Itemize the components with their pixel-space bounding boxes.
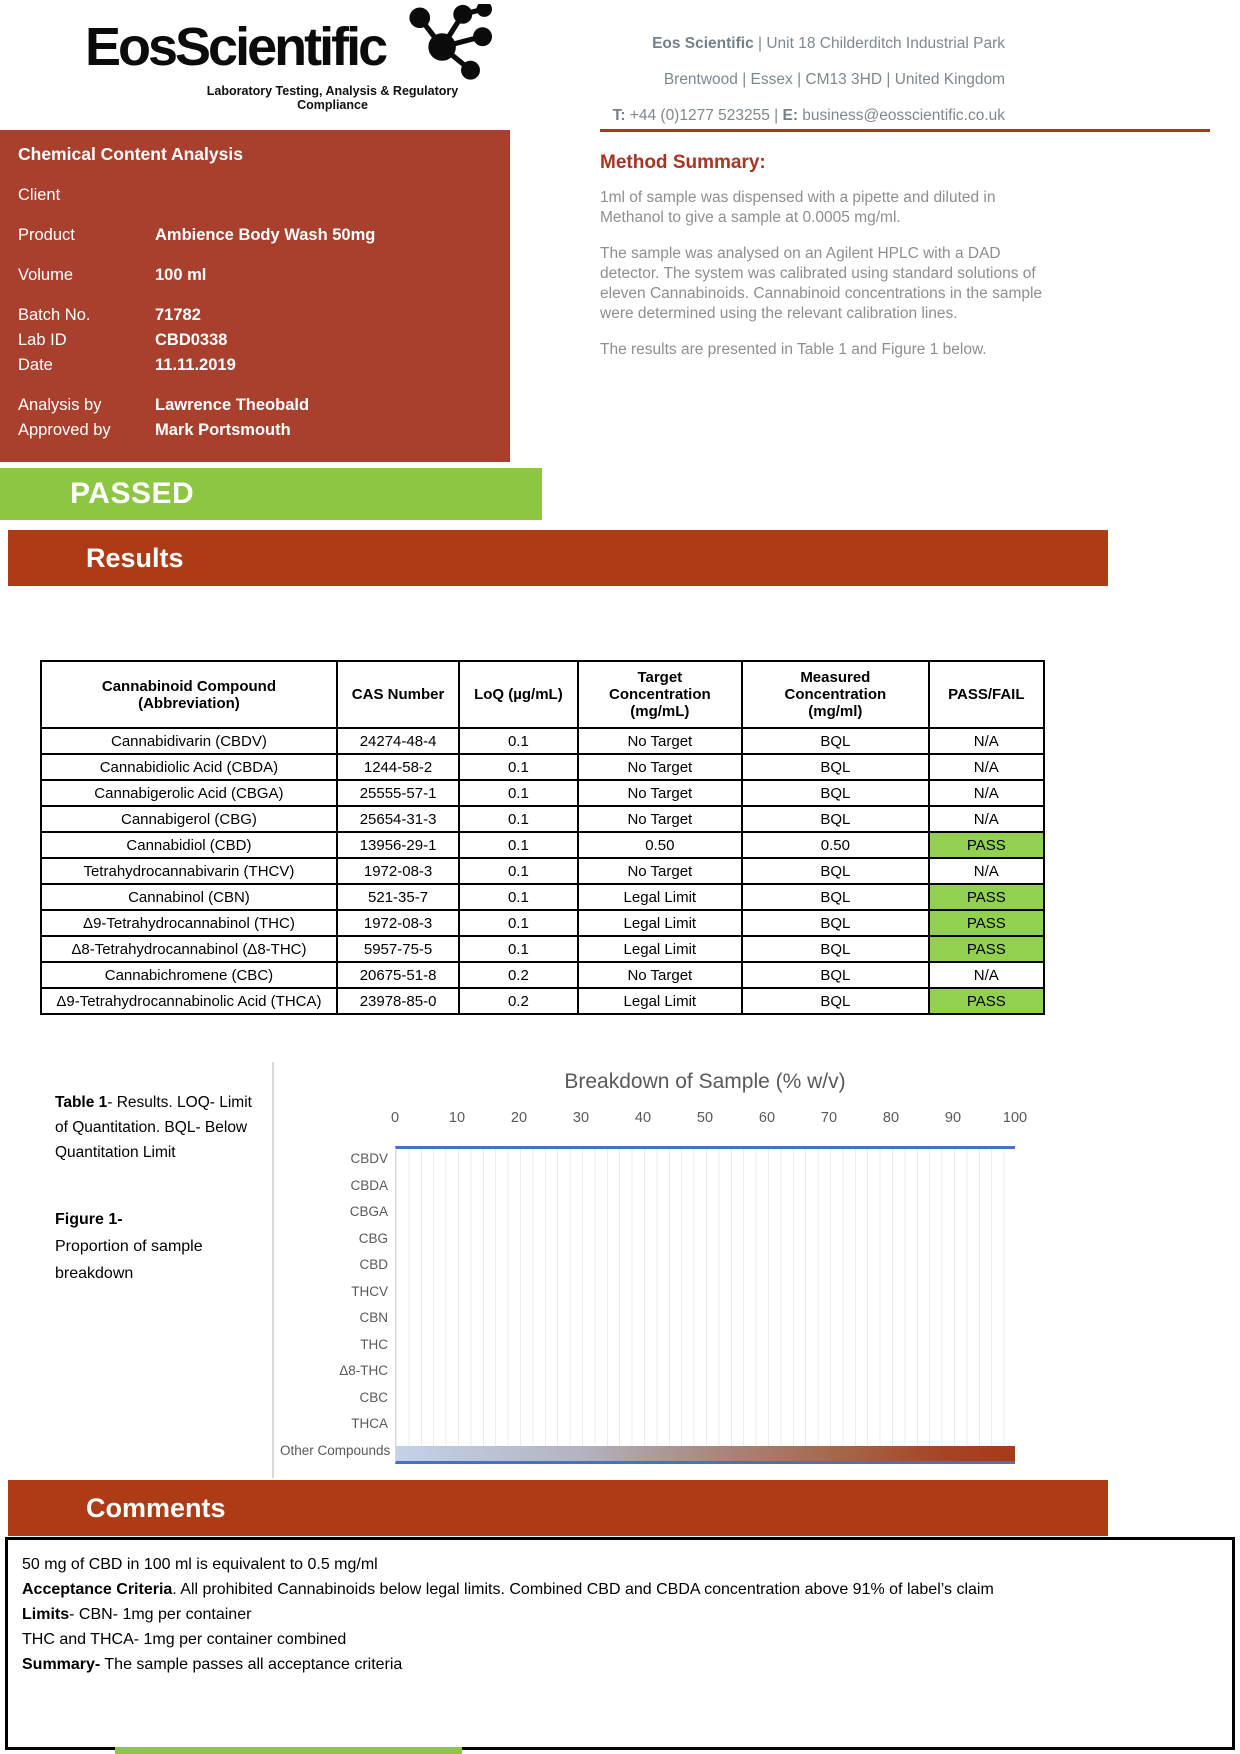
chart-category-labels — [280, 1146, 391, 1464]
table1-caption: Table 1- Results. LOQ- Limit of Quantitation. BQL- Below Quantitation Limit — [55, 1094, 252, 1161]
info-row-approved-by: Approved by Mark Portsmouth — [18, 421, 291, 439]
info-row-batch: Batch No. 71782 — [18, 306, 201, 324]
table-row: Cannabinol (CBN) 521-35-7 0.1 Legal Limit BQL PASS — [41, 884, 1044, 910]
category-label: Other Compounds — [280, 1442, 391, 1458]
info-row-client: Client — [18, 186, 61, 204]
table-row: Δ9-Tetrahydrocannabinol (THC) 1972-08-3 0.1 Legal Limit BQL PASS — [41, 910, 1044, 936]
header-passfail: PASS/FAIL — [929, 661, 1044, 728]
other-compounds-bar — [396, 1446, 1015, 1461]
category-label: CBDA — [350, 1177, 388, 1193]
comment-line-summary: Summary- The sample passes all acceptance criteria — [22, 1656, 403, 1673]
passfail-cell: PASS — [929, 988, 1044, 1014]
company-logo — [85, 6, 485, 112]
info-row-labid: Lab ID CBD0338 — [18, 331, 228, 349]
method-paragraph-1: 1ml of sample was dispensed with a pipette and diluted in Methanol to give a sample at 0.0005 mg/ml. — [600, 189, 996, 226]
header-loq: LoQ (µg/mL) — [459, 661, 577, 728]
caption-chart-divider — [272, 1062, 274, 1478]
contact-address-line2: Brentwood | Essex | CM13 3HD | United Kingdom — [663, 71, 1005, 88]
info-row-product: Product Ambience Body Wash 50mg — [18, 226, 376, 244]
comments-box — [5, 1537, 1235, 1750]
passfail-cell: N/A — [929, 962, 1044, 988]
header-measured: Measured Concentration (mg/ml) — [742, 661, 929, 728]
comment-line-acceptance: Acceptance Criteria. All prohibited Cannabinoids below legal limits. Combined CBD and CBDA concentration above 91% of label’s claim — [22, 1581, 994, 1598]
comment-line-limits: Limits- CBN- 1mg per container — [22, 1606, 252, 1623]
category-label: THC — [360, 1336, 388, 1352]
report-title: Chemical Content Analysis — [18, 144, 243, 164]
info-row-date: Date 11.11.2019 — [18, 356, 236, 374]
next-page-green-strip — [115, 1747, 462, 1754]
table-row: Δ8-Tetrahydrocannabinol (Δ8-THC) 5957-75-5 0.1 Legal Limit BQL PASS — [41, 936, 1044, 962]
category-label: THCV — [351, 1283, 388, 1299]
comments-section-header: Comments — [8, 1480, 1108, 1536]
header-target: Target Concentration (mg/mL) — [578, 661, 742, 728]
passfail-cell: PASS — [929, 832, 1044, 858]
category-label: CBGA — [349, 1204, 388, 1219]
category-label: CBG — [358, 1230, 388, 1246]
chart-title: Breakdown of Sample (% w/v) — [564, 1070, 846, 1093]
x-tick: 40 — [634, 1110, 652, 1126]
comment-line-equivalence: 50 mg of CBD in 100 ml is equivalent to 0.5 mg/ml — [22, 1556, 378, 1573]
table-row: Tetrahydrocannabivarin (THCV) 1972-08-3 0.1 No Target BQL N/A — [41, 858, 1044, 884]
sample-info-panel — [0, 130, 510, 462]
category-label: THCA — [351, 1416, 388, 1431]
category-label: CBDV — [350, 1151, 388, 1166]
x-tick: 20 — [510, 1110, 528, 1126]
logo-tagline: Laboratory Testing, Analysis & Regulatory Compliance — [206, 83, 459, 112]
figure1-caption: Figure 1- Proportion of sample breakdown — [55, 1211, 203, 1282]
x-tick: 10 — [448, 1110, 466, 1126]
x-tick: 50 — [696, 1110, 714, 1126]
category-label: Δ8-THC — [339, 1363, 388, 1378]
chart-plot-area — [395, 1146, 1015, 1464]
status-banner-passed: PASSED — [0, 468, 542, 520]
caption-column — [55, 1090, 255, 1287]
passfail-cell: PASS — [929, 884, 1044, 910]
header-compound: Cannabinoid Compound (Abbreviation) — [41, 661, 337, 728]
table-row: Cannabidiolic Acid (CBDA) 1244-58-2 0.1 No Target BQL N/A — [41, 754, 1044, 780]
results-section-header: Results — [8, 530, 1108, 586]
phone-value: +44 (0)1277 523255 | — [625, 107, 783, 124]
passfail-cell: PASS — [929, 910, 1044, 936]
email-label: E: — [782, 107, 798, 124]
x-tick: 0 — [390, 1110, 400, 1126]
company-contact-block — [555, 26, 1005, 134]
passfail-cell: N/A — [929, 780, 1044, 806]
table-row: Cannabigerol (CBG) 25654-31-3 0.1 No Target BQL N/A — [41, 806, 1044, 832]
phone-label: T: — [612, 107, 626, 124]
passfail-cell: N/A — [929, 806, 1044, 832]
passfail-cell: PASS — [929, 936, 1044, 962]
breakdown-chart — [280, 1062, 1028, 1478]
method-summary-heading: Method Summary: — [600, 152, 766, 173]
x-tick: 100 — [1002, 1110, 1028, 1126]
header-divider-line — [600, 129, 1210, 132]
x-tick: 90 — [944, 1110, 962, 1126]
category-label: CBN — [359, 1310, 388, 1325]
results-header-row — [41, 661, 1044, 728]
info-row-volume: Volume 100 ml — [18, 266, 207, 284]
logo-wordmark: EosScientific — [85, 17, 386, 77]
chart-x-axis — [390, 1110, 1028, 1130]
x-tick: 80 — [882, 1110, 900, 1126]
method-paragraph-2: The sample was analysed on an Agilent HPLC with a DAD detector. The system was calibrated using standard solutions of eleven Cannabinoids. Cannabinoid concentrations in the sample were determined using the relevant calibration lines. — [600, 245, 1043, 322]
email-value: business@eosscientific.co.uk — [798, 107, 1005, 124]
method-paragraph-3: The results are presented in Table 1 and Figure 1 below. — [600, 341, 987, 358]
table-row: Cannabidivarin (CBDV) 24274-48-4 0.1 No Target BQL N/A — [41, 728, 1044, 754]
table-row: Δ9-Tetrahydrocannabinolic Acid (THCA) 23978-85-0 0.2 Legal Limit BQL PASS — [41, 988, 1044, 1014]
contact-address-line1: Eos Scientific | Unit 18 Childerditch Industrial Park — [652, 35, 1005, 52]
x-tick: 70 — [820, 1110, 838, 1126]
x-tick: 60 — [758, 1110, 776, 1126]
comment-line-thc-limits: THC and THCA- 1mg per container combined — [22, 1631, 347, 1648]
passfail-cell: N/A — [929, 728, 1044, 754]
molecule-logo-icon — [403, 4, 495, 90]
header-cas: CAS Number — [337, 661, 459, 728]
x-tick: 30 — [572, 1110, 590, 1126]
table-row: Cannabichromene (CBC) 20675-51-8 0.2 No Target BQL N/A — [41, 962, 1044, 988]
table-row: Cannabigerolic Acid (CBGA) 25555-57-1 0.1 No Target BQL N/A — [41, 780, 1044, 806]
category-label: CBD — [359, 1257, 388, 1272]
category-label: CBC — [359, 1389, 388, 1405]
results-table — [40, 660, 1045, 1015]
passfail-cell: N/A — [929, 754, 1044, 780]
table-row: Cannabidiol (CBD) 13956-29-1 0.1 0.50 0.50 PASS — [41, 832, 1044, 858]
passfail-cell: N/A — [929, 858, 1044, 884]
method-summary-section — [600, 152, 1048, 376]
info-row-analysis-by: Analysis by Lawrence Theobald — [18, 396, 310, 414]
